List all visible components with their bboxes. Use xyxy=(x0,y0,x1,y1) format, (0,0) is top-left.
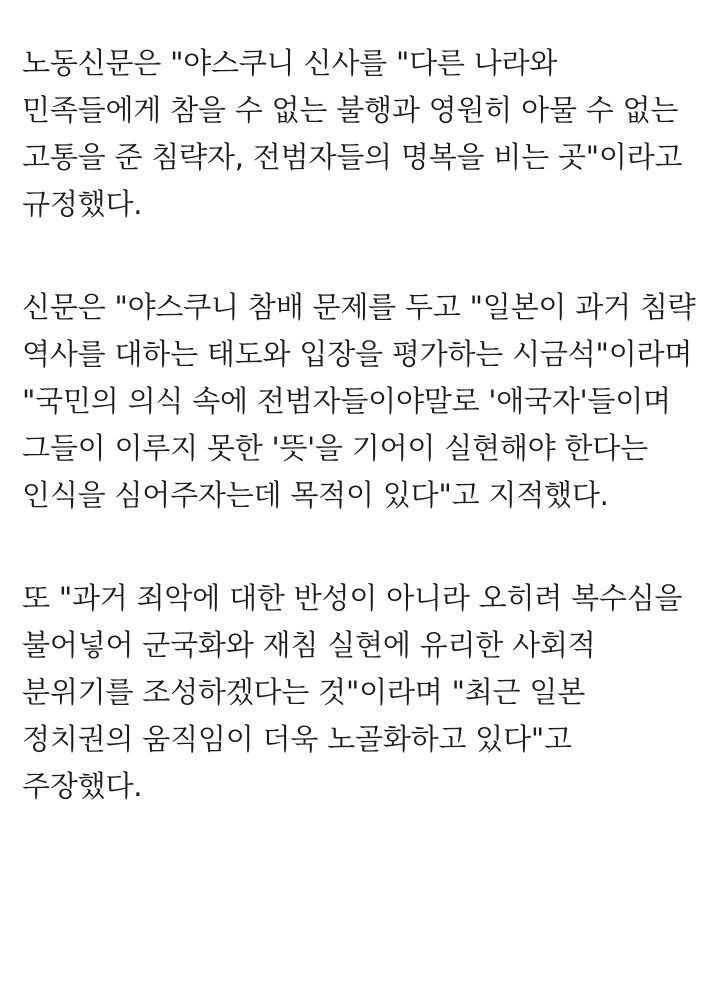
article-paragraph: 또 "과거 죄악에 대한 반성이 아니라 오히려 복수심을 불어넣어 군국화와 재침 실현에 유리한 사회적 분위기를 조성하겠다는 것"이라며 "최근 일본 정치권의 움직임이 더욱 노골화하고 있다"고 주장했다. xyxy=(22,580,683,803)
article-paragraph: 신문은 "야스쿠니 참배 문제를 두고 "일본이 과거 침략 역사를 대하는 태도와 입장을 평가하는 시금석"이라며 "국민의 의식 속에 전범자들이야말로 '애국자'들이며 그들이 이루지 못한 '뜻'을 기어이 실현해야 한다는 인식을 심어주자는데 목적이 있다"고 지적했다. xyxy=(22,289,696,512)
article-paragraph: 노동신문은 "야스쿠니 신사를 "다른 나라와 민족들에게 참을 수 없는 불행과 영원히 아물 수 없는 고통을 준 침략자, 전범자들의 명복을 비는 곳"이라고 규정했다. xyxy=(22,46,683,221)
